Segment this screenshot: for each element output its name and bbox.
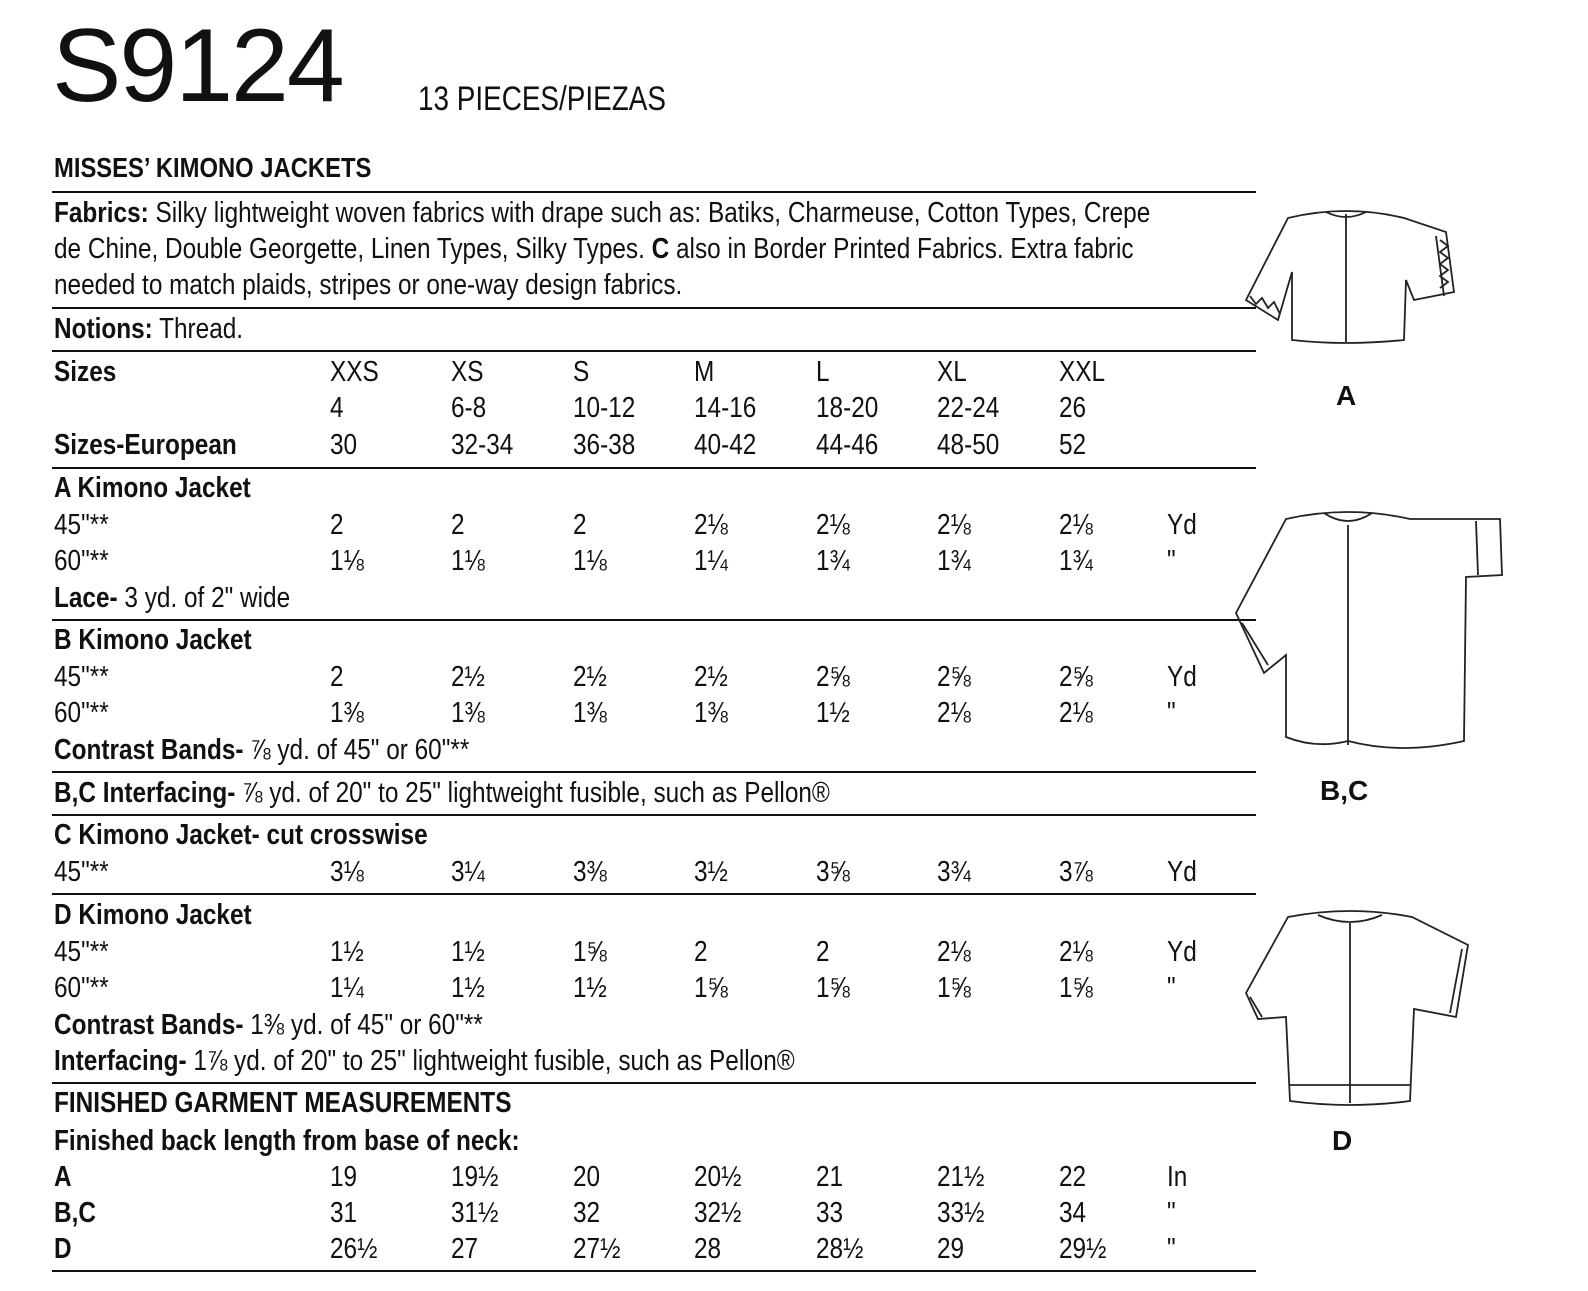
view-bc-label: B,C: [1320, 775, 1369, 806]
unit-label: In: [1167, 1161, 1188, 1193]
yardage-value: 33½: [937, 1197, 985, 1229]
size-number: 22-24: [937, 392, 1000, 424]
bc-interfacing-value: ⅞ yd. of 20" to 25" lightweight fusible, such as Pellon®: [242, 777, 830, 809]
yardage-value: 1⅜: [451, 697, 485, 729]
unit-label: ": [1167, 972, 1176, 1004]
yardage-value: 2⅛: [816, 509, 850, 541]
yardage-value: 31: [330, 1197, 358, 1229]
yardage-value: 29: [937, 1233, 965, 1265]
yardage-value: 22: [1059, 1161, 1087, 1193]
view-d-label: D: [1332, 1125, 1353, 1156]
yardage-value: 2⅛: [694, 509, 728, 541]
size-letter: L: [816, 356, 830, 388]
view-b-heading: B Kimono Jacket: [54, 624, 252, 656]
row-label: 45"**: [54, 856, 109, 888]
yardage-value: 1⅛: [451, 545, 485, 577]
yardage-value: 2: [694, 936, 708, 968]
row-label: 45"**: [54, 509, 109, 541]
yardage-value: 27: [451, 1233, 479, 1265]
divider: [52, 307, 1256, 309]
lace-value: 3 yd. of 2" wide: [124, 582, 291, 614]
notions-line: [54, 315, 243, 344]
unit-label: ": [1167, 1233, 1176, 1265]
contrast-bands-value: ⅞ yd. of 45" or 60"**: [250, 734, 470, 766]
fabrics-line-1: [54, 199, 1150, 228]
size-european: 44-46: [816, 429, 879, 461]
fabrics-text-1: Silky lightweight woven fabrics with drape such as: Batiks, Charmeuse, Cotton Types, Crepe: [155, 197, 1151, 229]
yardage-value: 2⅛: [1059, 936, 1093, 968]
unit-label: Yd: [1167, 509, 1197, 541]
row-label: 60"**: [54, 697, 109, 729]
yardage-value: 1⅜: [573, 697, 607, 729]
yardage-value: 1⅝: [694, 972, 728, 1004]
unit-label: Yd: [1167, 936, 1197, 968]
yardage-value: 2: [330, 661, 344, 693]
unit-label: ": [1167, 1197, 1176, 1229]
view-b-contrast-bands: [54, 736, 469, 765]
yardage-value: 27½: [573, 1233, 621, 1265]
yardage-value: 1⅜: [330, 697, 364, 729]
yardage-value: 1¼: [694, 545, 728, 577]
yardage-value: 3⅞: [1059, 856, 1093, 888]
divider: [52, 1082, 1256, 1084]
yardage-value: 1¾: [816, 545, 850, 577]
yardage-value: 1½: [573, 972, 607, 1004]
view-a-lace: [54, 584, 290, 613]
pattern-number: S9124: [52, 8, 343, 124]
yardage-value: 2½: [451, 661, 485, 693]
yardage-value: 1⅝: [573, 936, 607, 968]
row-label: 60"**: [54, 972, 109, 1004]
size-european: 30: [330, 429, 358, 461]
yardage-value: 29½: [1059, 1233, 1107, 1265]
yardage-value: 2⅝: [816, 661, 850, 693]
divider: [52, 467, 1256, 469]
divider: [52, 619, 1256, 621]
size-european: 48-50: [937, 429, 1000, 461]
yardage-value: 1⅝: [1059, 972, 1093, 1004]
view-d-contrast-bands: [54, 1011, 483, 1040]
size-number: 10-12: [573, 392, 636, 424]
yardage-value: 19½: [451, 1161, 499, 1193]
view-a-heading: A Kimono Jacket: [54, 472, 251, 504]
yardage-value: 1½: [451, 972, 485, 1004]
row-label: 45"**: [54, 661, 109, 693]
unit-label: ": [1167, 545, 1176, 577]
yardage-value: 2⅝: [1059, 661, 1093, 693]
notions-label: Notions:: [54, 313, 153, 345]
size-number: 6-8: [451, 392, 487, 424]
contrast-bands-label: Contrast Bands-: [54, 734, 244, 766]
divider: [52, 350, 1256, 352]
piece-count: 13 PIECES/PIEZAS: [418, 80, 666, 118]
size-number: 18-20: [816, 392, 879, 424]
yardage-value: 2: [573, 509, 587, 541]
fabrics-line-3: needed to match plaids, stripes or one-way design fabrics.: [54, 269, 683, 301]
yardage-value: 2⅛: [937, 697, 971, 729]
yardage-value: 2⅛: [1059, 509, 1093, 541]
size-letter: S: [573, 356, 590, 388]
yardage-value: 2½: [573, 661, 607, 693]
yardage-value: 2: [816, 936, 830, 968]
yardage-value: 21½: [937, 1161, 985, 1193]
size-european: 32-34: [451, 429, 514, 461]
yardage-value: 1¾: [1059, 545, 1093, 577]
unit-label: ": [1167, 697, 1176, 729]
interfacing-label: Interfacing-: [54, 1045, 187, 1077]
yardage-value: 2⅛: [1059, 697, 1093, 729]
fabrics-text-2c: also in Border Printed Fabrics. Extra fabric: [676, 233, 1134, 265]
yardage-value: 33: [816, 1197, 844, 1229]
fabrics-view-c: C: [651, 233, 670, 265]
yardage-value: 3½: [694, 856, 728, 888]
yardage-value: 2: [451, 509, 465, 541]
unit-label: Yd: [1167, 856, 1197, 888]
notions-value: Thread.: [159, 313, 244, 345]
sizes-label: Sizes: [54, 356, 117, 388]
yardage-value: 1⅜: [694, 697, 728, 729]
yardage-value: 1¾: [937, 545, 971, 577]
size-letter: M: [694, 356, 715, 388]
unit-label: Yd: [1167, 661, 1197, 693]
yardage-value: 2⅛: [937, 936, 971, 968]
interfacing-value: 1⅞ yd. of 20" to 25" lightweight fusible, such as Pellon®: [193, 1045, 795, 1077]
view-d-heading: D Kimono Jacket: [54, 899, 252, 931]
yardage-value: 31½: [451, 1197, 499, 1229]
row-label: B,C: [54, 1197, 96, 1229]
contrast-bands-value: 1⅜ yd. of 45" or 60"**: [250, 1009, 483, 1041]
finished-heading: FINISHED GARMENT MEASUREMENTS: [54, 1087, 512, 1119]
row-label: 45"**: [54, 936, 109, 968]
yardage-value: 2⅛: [937, 509, 971, 541]
lace-label: Lace-: [54, 582, 118, 614]
divider: [52, 893, 1256, 895]
yardage-value: 32½: [694, 1197, 742, 1229]
yardage-value: 32: [573, 1197, 601, 1229]
view-a-label: A: [1336, 380, 1357, 411]
divider: [52, 1270, 1256, 1272]
bc-interfacing: [54, 779, 830, 808]
yardage-value: 20½: [694, 1161, 742, 1193]
view-bc-illustration: [1232, 505, 1508, 755]
sizes-european-label: Sizes-European: [54, 429, 237, 461]
yardage-value: 34: [1059, 1197, 1087, 1229]
yardage-value: 1⅝: [937, 972, 971, 1004]
fabrics-label: Fabrics:: [54, 197, 149, 229]
size-number: 4: [330, 392, 344, 424]
divider: [52, 191, 1256, 193]
yardage-value: 2⅝: [937, 661, 971, 693]
size-european: 36-38: [573, 429, 636, 461]
yardage-value: 1⅛: [573, 545, 607, 577]
yardage-value: 21: [816, 1161, 844, 1193]
size-letter: XXL: [1059, 356, 1106, 388]
size-european: 40-42: [694, 429, 757, 461]
pattern-title: MISSES’ KIMONO JACKETS: [54, 152, 372, 183]
fabrics-line-2: [54, 235, 1134, 264]
yardage-value: 3¾: [937, 856, 971, 888]
size-letter: XXS: [330, 356, 379, 388]
yardage-value: 3⅝: [816, 856, 850, 888]
yardage-value: 1⅝: [816, 972, 850, 1004]
yardage-value: 1⅛: [330, 545, 364, 577]
size-number: 14-16: [694, 392, 757, 424]
row-label: 60"**: [54, 545, 109, 577]
view-c-heading: C Kimono Jacket- cut crosswise: [54, 819, 428, 851]
divider: [52, 814, 1256, 816]
yardage-value: 1½: [816, 697, 850, 729]
bc-interfacing-label: B,C Interfacing-: [54, 777, 236, 809]
size-letter: XL: [937, 356, 967, 388]
yardage-value: 2: [330, 509, 344, 541]
yardage-value: 19: [330, 1161, 358, 1193]
yardage-value: 3¼: [451, 856, 485, 888]
divider: [52, 771, 1256, 773]
row-label: A: [54, 1161, 72, 1193]
yardage-value: 2½: [694, 661, 728, 693]
yardage-value: 20: [573, 1161, 601, 1193]
yardage-value: 3⅛: [330, 856, 364, 888]
yardage-value: 28½: [816, 1233, 864, 1265]
yardage-value: 1¼: [330, 972, 364, 1004]
view-d-interfacing: [54, 1047, 795, 1076]
size-number: 26: [1059, 392, 1087, 424]
row-label: D: [54, 1233, 72, 1265]
contrast-bands-label: Contrast Bands-: [54, 1009, 244, 1041]
size-letter: XS: [451, 356, 484, 388]
view-d-illustration: [1242, 905, 1478, 1115]
size-european: 52: [1059, 429, 1087, 461]
yardage-value: 3⅜: [573, 856, 607, 888]
yardage-value: 1½: [330, 936, 364, 968]
yardage-value: 28: [694, 1233, 722, 1265]
fabrics-text-2a: de Chine, Double Georgette, Linen Types, Silky Types.: [54, 233, 645, 265]
yardage-value: 1½: [451, 936, 485, 968]
finished-subheading: Finished back length from base of neck:: [54, 1125, 520, 1157]
yardage-value: 26½: [330, 1233, 378, 1265]
view-a-illustration: [1236, 200, 1506, 350]
